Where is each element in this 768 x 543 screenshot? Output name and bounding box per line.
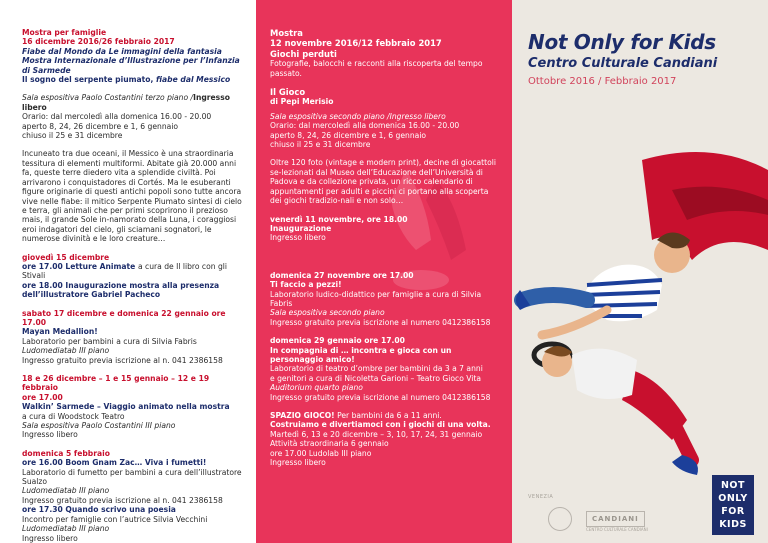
panel-middle (256, 0, 512, 543)
event4-line5: Ingresso libero (270, 458, 326, 468)
event3-line1: Laboratorio di teatro d’ombre per bambini da 3 a 7 anni (270, 364, 483, 374)
event2-line2: Sala espositiva secondo piano (270, 308, 385, 318)
event4-line1: Laboratorio di fumetto per bambini a cura dell’illustratore (22, 467, 242, 477)
badge-word: KIDS (719, 519, 747, 530)
brand-title: Not Only for Kids (528, 30, 716, 54)
hours-2: aperto 8, 24, 26 dicembre e 1, 6 gennaio (22, 121, 179, 131)
event4-line4: Ingresso gratuito previa iscrizione al n. 041 2386158 (22, 495, 223, 505)
hours-3: chiuso il 25 e 31 dicembre (270, 140, 371, 150)
not-only-for-kids-badge (712, 475, 754, 535)
brand-dates: Ottobre 2016 / Febbraio 2017 (528, 76, 677, 87)
brand-subtitle: Centro Culturale Candiani (528, 56, 718, 71)
brand-block (528, 30, 717, 88)
event2-line3: Ingresso gratuito previa iscrizione al n. 041 2386158 (22, 355, 223, 365)
heading-mostra-famiglie: Mostra per famiglie (22, 28, 107, 37)
section-author: di Pepi Merisio (270, 97, 334, 107)
hours-3: chiuso il 25 e 31 dicembre (22, 131, 123, 141)
event4-line3: Attività straordinaria 6 gennaio (270, 439, 389, 449)
event3-title: Walkin’ Sarmede – Viaggio animato nella mostra (22, 402, 230, 412)
hours-2: aperto 8, 24, 26 dicembre e 1, 6 gennaio (270, 130, 427, 140)
event1-title: Inaugurazione (270, 223, 332, 233)
event4-line3: Ludomediatab III piano (22, 486, 110, 496)
description-gioco: Oltre 120 foto (vintage e modern print), decine di giocattoli se-lezionati dal Museo dell’Educazione dell’Università di Padova e da collezione privata, un ricco calendario di appuntamenti per adulti e piccini ci portano alla scoperta dei giochi tradizio-nali e non solo… (270, 158, 496, 206)
event3-line2: e genitori a cura di Nicoletta Garioni – Teatro Gioco Vita (270, 373, 482, 383)
ev4-title-b: Per bambini da 6 a 11 anni. (334, 411, 442, 420)
event3-line3: Ingresso libero (22, 430, 78, 440)
sub-title-2: Mostra Internazionale d’Illustrazione per l’Infanzia (22, 56, 240, 66)
event2-line1: Laboratorio per bambini a cura di Silvia Fabris (22, 336, 197, 346)
event1-date: giovedì 15 dicembre (22, 252, 110, 262)
city-seal-icon (548, 507, 572, 531)
sub-title-3: di Sarmede (22, 65, 71, 75)
candiani-logo-sub: CENTRO CULTURALE CANDIANI (586, 526, 648, 532)
hours-1: Orario: dal mercoledì alla domenica 16.00 - 20.00 (270, 121, 460, 131)
sub-title-1: Fiabe dal Mondo da Le immagini della fantasia (22, 46, 222, 56)
event4-line1: Costruiamo e divertiamoci con i giochi di una volta. (270, 420, 491, 430)
event2-line3: Ingresso gratuito previa iscrizione al numero 0412386158 (270, 317, 491, 327)
event2-title: Ti faccio a pezzi! (270, 280, 342, 290)
panel-cover (512, 0, 768, 543)
event3-title: In compagnia di … incontra e gioca con un personaggio amico! (270, 345, 452, 364)
event1-line1: Ingresso libero (270, 233, 326, 243)
event4-line7: Ingresso libero (22, 533, 78, 543)
event1-line1 (22, 262, 246, 281)
hours-1: Orario: dal mercoledì alla domenica 16.00 - 20.00 (22, 112, 212, 122)
mostra-title: Giochi perduti (270, 48, 337, 59)
event4-line5: Incontro per famiglie con l’autrice Silvia Vecchini (22, 514, 208, 524)
ev4-title-a: SPAZIO GIOCO! (270, 411, 335, 420)
sub4-a: Il sogno del serpente piumato, (22, 75, 157, 85)
event2-date: domenica 27 novembre ore 17.00 (270, 270, 414, 280)
event3-line1: a cura di Woodstock Teatro (22, 411, 125, 421)
event4-line2: Sualzo (22, 477, 48, 487)
ev1-l1-a: ore 17.00 Letture Animate (22, 261, 138, 271)
section-il-gioco: Il Gioco (270, 87, 306, 98)
mostra-dates: 12 novembre 2016/12 febbraio 2017 (270, 38, 442, 49)
badge-word: FOR (721, 506, 745, 517)
event4-date: domenica 5 febbraio (22, 448, 110, 458)
event2-date: sabato 17 dicembre e domenica 22 gennaio ore 17.00 (22, 308, 226, 327)
candiani-logo: CANDIANI (586, 511, 645, 527)
heading-dates: 16 dicembre 2016/26 febbraio 2017 (22, 37, 175, 47)
event4-title (270, 411, 500, 420)
event2-line2: Ludomediatab III piano (22, 346, 110, 356)
event4-line2: Martedì 6, 13 e 20 dicembre – 3, 10, 17, 24, 31 gennaio (270, 429, 483, 439)
event2-title: Mayan Medallion! (22, 327, 98, 337)
badge-word: NOT (720, 480, 745, 491)
sub4-b: fiabe dal Messico (156, 75, 231, 85)
event4-line6: Ludomediatab III piano (22, 524, 110, 534)
venue-line (22, 93, 246, 112)
event3-time: ore 17.00 (22, 392, 63, 402)
event4-title2: ore 17.30 Quando scrivo una poesia (22, 505, 176, 515)
ev1-l1-b: a cura de Il libro con gli Stivali (22, 261, 228, 281)
event4-line4: ore 17.00 Ludolab III piano (270, 448, 372, 458)
sub-title-4 (22, 75, 246, 84)
city-label: VENEZIA (528, 494, 554, 500)
event3-date: domenica 29 gennaio ore 17.00 (270, 336, 405, 346)
event1-line3: dell’illustratore Gabriel Pacheco (22, 290, 161, 300)
event3-line3: Auditorium quarto piano (270, 383, 363, 393)
event3-date: 18 e 26 dicembre – 1 e 15 gennaio – 12 e 19 febbraio (22, 374, 210, 393)
event1-line2: ore 18.00 Inaugurazione mostra alla presenza (22, 280, 220, 290)
event2-line1: Laboratorio ludico-didattico per famiglie a cura di Silvia Fabris (270, 289, 482, 308)
event3-line4: Ingresso gratuito previa iscrizione al numero 0412386158 (270, 392, 491, 402)
event4-title: ore 16.00 Boom Gnam Zac… Viva i fumetti! (22, 458, 207, 468)
mostra-label: Mostra (270, 28, 303, 38)
venue-a: Sala espositiva Paolo Costantini terzo piano / (22, 93, 194, 103)
badge-word: ONLY (718, 493, 748, 504)
mostra-intro: Fotografie, balocchi e racconti alla riscoperta del tempo passato. (270, 59, 483, 78)
panel-left (0, 0, 256, 543)
event3-line2: Sala espositiva Paolo Costantini III piano (22, 421, 176, 431)
venue: Sala espositiva secondo piano /Ingresso libero (270, 111, 446, 121)
event1-date: venerdì 11 novembre, ore 18.00 (270, 214, 408, 224)
venue-b: Ingresso libero (22, 93, 230, 112)
description-messico: Incuneato tra due oceani, il Messico è una straordinaria tessitura di elementi multiformi. Abitate già 20.000 anni fa, queste terre diedero vita a splendide civiltà. Poi arrivarono i conquistadores di Cortés. Ma le esuberanti figure originarie di questi antichi popoli sono tutte ancora vive nelle fiabe: il mitico Serpente Piumato sintesi di cielo e terra, gli animali che per primi scoprirono il prezioso mais, il grande Sole in-namorato della Luna, i coraggiosi eroi indagatori del cielo, gli sciamani sognatori, le numerose divinità e le loro creature… (22, 149, 242, 244)
